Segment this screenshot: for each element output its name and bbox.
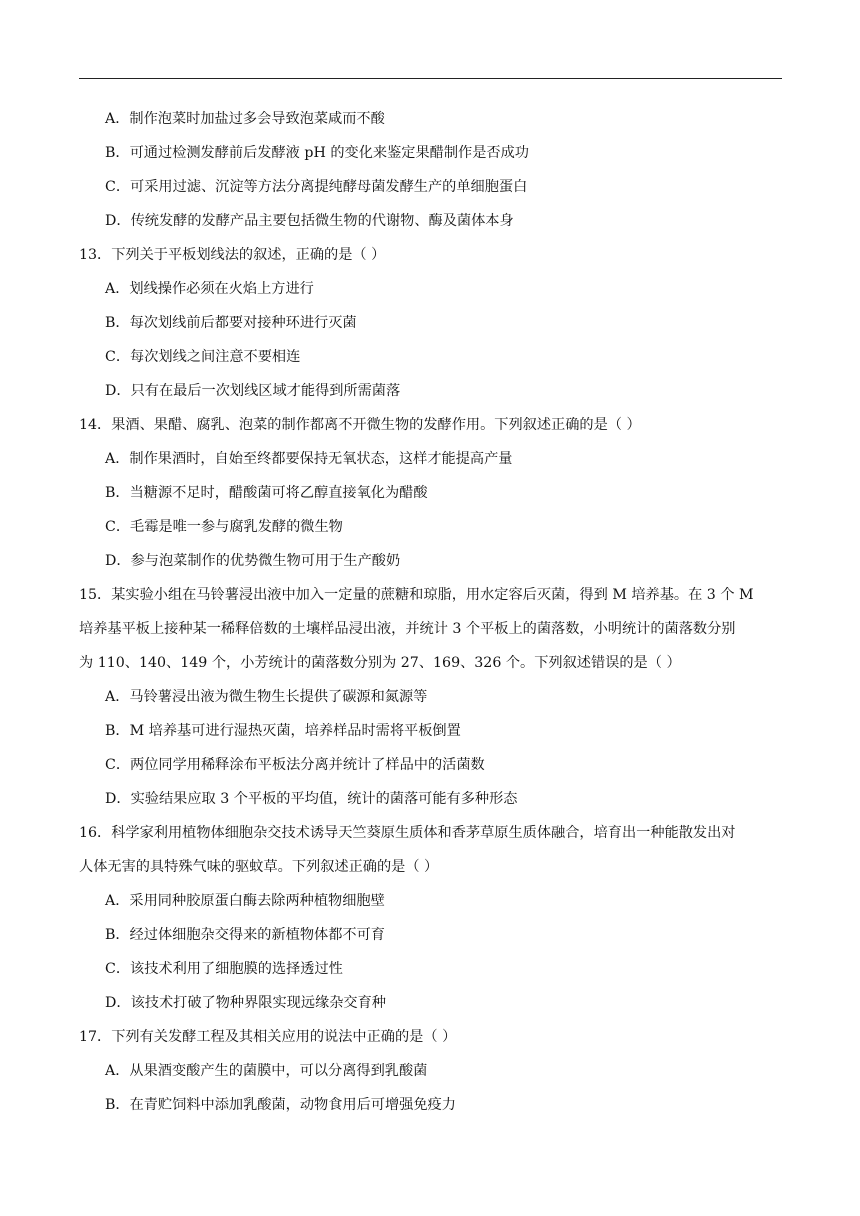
option-14-b: B．当糖源不足时，醋酸菌可将乙醇直接氧化为醋酸 [105,485,428,501]
option-16-c: C．该技术利用了细胞膜的选择透过性 [105,961,343,977]
option-12-c: C．可采用过滤、沉淀等方法分离提纯酵母菌发酵生产的单细胞蛋白 [105,179,528,195]
option-16-d: D．该技术打破了物种界限实现远缘杂交育种 [105,995,386,1011]
option-17-b: B．在青贮饲料中添加乳酸菌，动物食用后可增强免疫力 [105,1097,456,1113]
option-12-b: B．可通过检测发酵前后发酵液 pH 的变化来鉴定果醋制作是否成功 [105,145,529,161]
option-14-a: A．制作果酒时，自始至终都要保持无氧状态，这样才能提高产量 [105,451,513,467]
document-body [79,102,785,1122]
option-17-a: A．从果酒变酸产生的菌膜中，可以分离得到乳酸菌 [105,1063,428,1079]
option-15-d: D．实验结果应取 3 个平板的平均值，统计的菌落可能有多种形态 [105,791,518,807]
option-13-b: B．每次划线前后都要对接种环进行灭菌 [105,315,357,331]
option-16-a: A．采用同种胶原蛋白酶去除两种植物细胞壁 [105,893,385,909]
option-15-b: B．M 培养基可进行湿热灭菌，培养样品时需将平板倒置 [105,723,461,739]
option-12-a: A．制作泡菜时加盐过多会导致泡菜咸而不酸 [105,111,385,127]
question-15-stem-line-3: 为 110、140、149 个，小芳统计的菌落数分别为 27、169、326 个。下列叙述错误的是（ ） [79,655,681,671]
option-14-d: D．参与泡菜制作的优势微生物可用于生产酸奶 [105,553,401,569]
question-16-stem-line-1: 16．科学家利用植物体细胞杂交技术诱导天竺葵原生质体和香茅草原生质体融合，培育出一种能散发出对 [79,825,736,841]
question-15-stem-line-1: 15．某实验小组在马铃薯浸出液中加入一定量的蔗糖和琼脂，用水定容后灭菌，得到 M 培养基。在 3 个 M [79,587,754,603]
option-15-c: C．两位同学用稀释涂布平板法分离并统计了样品中的活菌数 [105,757,485,773]
question-16-stem-line-2: 人体无害的具特殊气味的驱蚊草。下列叙述正确的是（ ） [79,859,439,875]
option-13-c: C．每次划线之间注意不要相连 [105,349,301,365]
question-17-stem: 17．下列有关发酵工程及其相关应用的说法中正确的是（ ） [79,1029,457,1045]
option-15-a: A．马铃薯浸出液为微生物生长提供了碳源和氮源等 [105,689,428,705]
option-12-d: D．传统发酵的发酵产品主要包括微生物的代谢物、酶及菌体本身 [105,213,514,229]
question-14-stem: 14．果酒、果醋、腐乳、泡菜的制作都离不开微生物的发酵作用。下列叙述正确的是（ ） [79,417,641,433]
option-16-b: B．经过体细胞杂交得来的新植物体都不可育 [105,927,385,943]
option-13-d: D．只有在最后一次划线区域才能得到所需菌落 [105,383,401,399]
header-rule [79,78,782,79]
option-13-a: A．划线操作必须在火焰上方进行 [105,281,314,297]
option-14-c: C．毛霉是唯一参与腐乳发酵的微生物 [105,519,343,535]
question-13-stem: 13．下列关于平板划线法的叙述，正确的是（ ） [79,247,386,263]
question-15-stem-line-2: 培养基平板上接种某一稀释倍数的土壤样品浸出液，并统计 3 个平板上的菌落数，小明统计的菌落数分别 [79,621,736,637]
